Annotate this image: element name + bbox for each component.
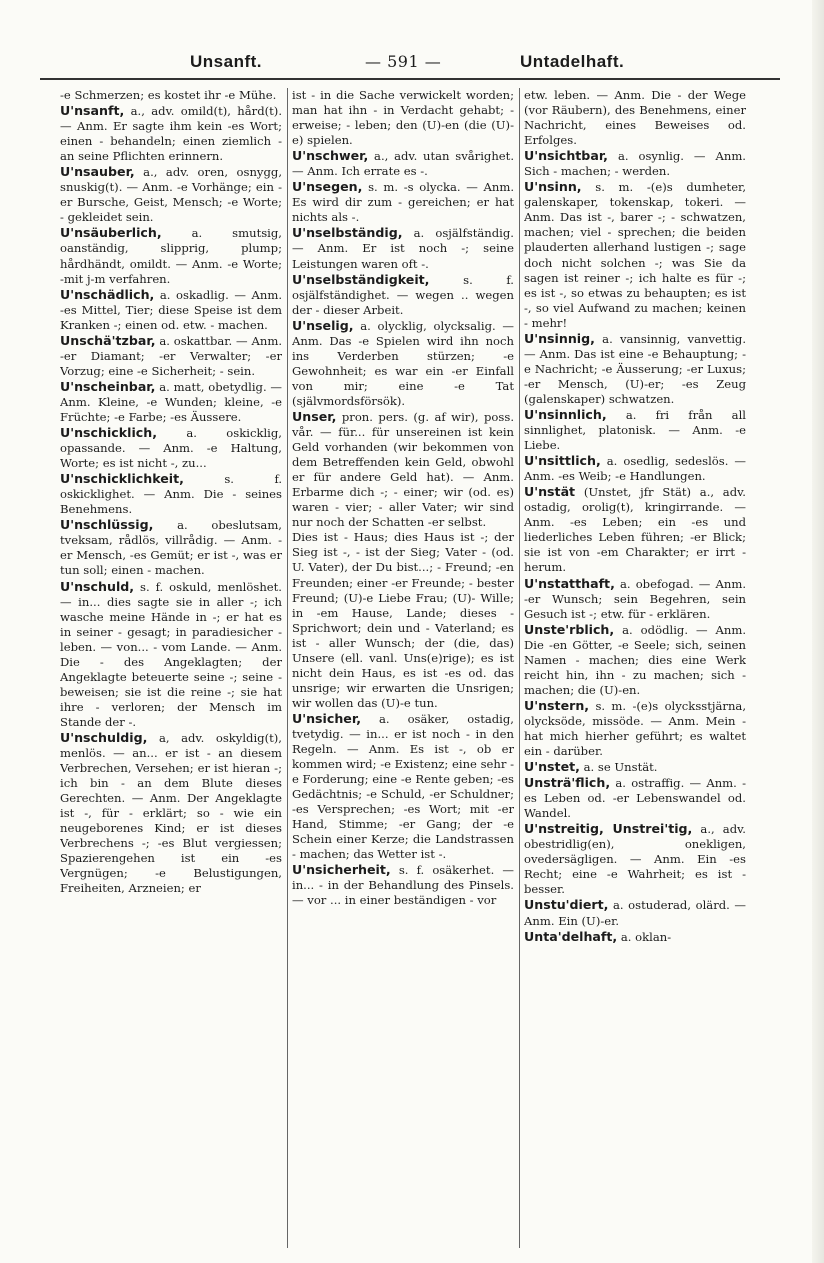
dictionary-entry — [524, 576, 746, 622]
entry-text: Dies ist - Haus; dies Haus ist -; der Sieg ist -, - ist der Sieg; Vater - (od. U. Vater), der Du bist...; - Freund; -en Freunden; einer -er Freunde; - bester Freund; (U)-e Liebe Frau; (U)- Wille; in -em Hause, Lande; dieses - Sprichwort; dein und - Vaterland; es ist - aller Wunsch; der (die, das) Unsere (ell. vanl. Uns(e)rige); es ist nicht dein Haus, es ist -es od. das unsrige; wir erwarten die Unsrigen; wir wollen das (U)-e tun. — [292, 530, 514, 710]
entry-text: -e Schmerzen; es kostet ihr -e Mühe. — [60, 88, 277, 102]
entry-headword: U'nsäuberlich, — [60, 225, 162, 241]
column-divider-1 — [287, 88, 288, 1248]
dictionary-entry — [524, 897, 746, 928]
entry-text: a. ostraffig. — Anm. -es Leben od. -er Lebenswandel od. Wandel. — [524, 776, 746, 821]
entry-headword: U'nstet, — [524, 759, 580, 775]
entry-headword: U'nsittlich, — [524, 453, 601, 469]
dictionary-entry — [524, 929, 746, 945]
entry-headword: Unta'delhaft, — [524, 928, 618, 944]
entry-headword: U'nsegen, — [292, 179, 363, 195]
entry-headword: U'nstät — [524, 484, 576, 500]
dictionary-entry — [524, 88, 746, 148]
entry-text: a. obeslutsam, tveksam, rådlös, villrådig. — Anm. -er Mensch, -es Gemüt; er ist -, was er tun soll; einen - machen. — [60, 518, 282, 578]
dictionary-entry — [524, 821, 746, 897]
entry-headword: Unsträ'flich, — [524, 775, 611, 791]
entry-headword: U'nschuldig, — [60, 729, 148, 745]
entry-text: pron. pers. (g. af wir), poss. vår. — für... für unsereinen ist kein Geld vorhanden (wir bekommen von dem Betreffenden kein Geld, obwohl er für andere Geld hat). — Anm. Erbarme dich -; - einer; wir (od. es) waren - vier; - aller Vater; wir sind nur noch der Schatten -er selbst. — [292, 409, 514, 530]
entry-text: s. m. -(e)s dumheter, galenskaper, tokenskap, tokeri. — Anm. Das ist -, barer -; - schwatzen, machen; viel - sprechen; die beiden plauderten allerhand lustigen -; sage doch nicht solchen -; was Sie da sagen ist reiner -; ich halte es für -; es ist -, so etwas zu behaupten; es ist -, so viel Aufwand zu machen; keinen - mehr! — [524, 180, 746, 330]
dictionary-entry — [60, 517, 282, 578]
dictionary-entry — [292, 530, 514, 711]
entry-text: s. f. oskicklighet. — Anm. Die - seines Benehmens. — [60, 472, 282, 517]
entry-text: a. odödlig. — Anm. Die -en Götter, -e Seele; sich, seinen Namen - machen; dies eine Werk reicht hin, ihn - zu machen; sich - machen; die (U)-en. — [524, 622, 746, 697]
entry-text: ist - in die Sache verwickelt worden; man hat ihn - in Verdacht gehabt; -erweise; - leben; den (U)-en (die (U)-e) spielen. — [292, 88, 514, 148]
entry-text: a. smutsig, oanständig, slipprig, plump; hårdhändt, omildt. — Anm. -e Worte; -mit j-m verfahren. — [60, 226, 282, 286]
entry-text: a., adv. oren, osnygg, snuskig(t). — Anm. -e Vorhänge; ein -er Bursche, Geist, Mensch; -e Worte; - gekleidet sein. — [60, 165, 282, 225]
dictionary-entry — [60, 164, 282, 225]
entry-text: a. matt, obetydlig. — Anm. Kleine, -e Wunden; kleine, -e Früchte; -e Farbe; -es Äussere. — [60, 379, 282, 424]
entry-text: a. ostuderad, olärd. — Anm. Ein (U)-er. — [524, 898, 746, 928]
dictionary-entry — [524, 407, 746, 453]
dictionary-entry — [524, 775, 746, 821]
dictionary-entry — [524, 759, 746, 775]
dictionary-entry — [292, 148, 514, 179]
entry-text: s. f. oskuld, menlöshet. — in... dies sagte sie in aller -; ich wasche meine Hände in -; er hat es in seiner - gesagt; in paradiesicher - leben. — von... - vom Lande. — Anm. Die - des Angeklagten; der Angeklagte beteuerte seine -; seine - beweisen; sie ist die reine -; sie hat ihre - verloren; der Mensch im Stande der -. — [60, 579, 282, 729]
dictionary-entry — [60, 471, 282, 517]
entry-headword: U'nschuld, — [60, 578, 135, 594]
entry-headword: Unschä'tzbar, — [60, 332, 156, 348]
dictionary-entry — [292, 318, 514, 409]
page-header — [40, 52, 780, 76]
dictionary-entry — [524, 698, 746, 759]
dictionary-entry — [60, 333, 282, 379]
dictionary-entry — [60, 730, 282, 897]
entry-headword: U'nsicher, — [292, 710, 361, 726]
dictionary-entry — [292, 862, 514, 908]
entry-headword: Unstu'diert, — [524, 897, 609, 913]
dictionary-entry — [524, 622, 746, 698]
entry-headword: U'nstatthaft, — [524, 575, 615, 591]
entry-headword: U'nschicklichkeit, — [60, 471, 184, 487]
entry-text: a. vansinnig, vanvettig. — Anm. Das ist eine -e Behauptung; -e Nachricht; -e Äusserung; -er Luxus; -er Mensch, (U)-er; -es Zeug (galenskaper) schwatzen. — [524, 331, 746, 406]
dictionary-entry — [292, 409, 514, 530]
column-2 — [292, 88, 514, 1248]
dictionary-entry — [60, 425, 282, 471]
dictionary-entry — [292, 88, 514, 148]
entry-headword: U'nstern, — [524, 697, 590, 713]
entry-text: a. osynlig. — Anm. Sich - machen; - werden. — [524, 149, 746, 179]
entry-headword: U'nsinnig, — [524, 330, 595, 346]
entry-headword: U'nscheinbar, — [60, 378, 156, 394]
entry-text: a. osedlig, sedeslös. — Anm. -es Weib; -e Handlungen. — [524, 454, 746, 484]
entry-text: a. oklan- — [620, 929, 672, 944]
dictionary-entry — [292, 225, 514, 271]
entry-text: a. olycklig, olycksalig. — Anm. Das -e Spielen wird ihn noch ins Verderben stürzen; -e Gewohnheit; es war ein -er Einfall von mir; eine -e Tat (självmordsförsök). — [292, 318, 514, 408]
entry-headword: U'nsanft, — [60, 103, 125, 119]
entry-text: a. obefogad. — Anm. -er Wunsch; sein Begehren, sein Gesuch ist -; etw. für - erklären. — [524, 576, 746, 621]
header-rule — [40, 78, 780, 80]
entry-headword: U'nschlüssig, — [60, 517, 154, 533]
header-right-catchword: Untadelhaft. — [520, 52, 625, 71]
dictionary-entry — [292, 272, 514, 318]
entry-text: a., adv. omild(t), hård(t). — Anm. Er sagte ihm kein -es Wort; einen - behandeln; einen ziemlich - an seine Pflichten erinnern. — [60, 104, 282, 164]
dictionary-entry — [60, 379, 282, 425]
entry-headword: U'nsauber, — [60, 164, 135, 180]
dictionary-entry — [524, 484, 746, 575]
dictionary-entry — [60, 579, 282, 730]
entry-headword: Unser, — [292, 408, 337, 424]
entry-headword: U'nselig, — [292, 317, 354, 333]
entry-text: etw. leben. — Anm. Die - der Wege (vor Räubern), des Benehmens, einer Nachricht, eines Beweises od. Erfolges. — [524, 88, 746, 148]
dictionary-entry — [292, 179, 514, 225]
column-1 — [60, 88, 282, 1248]
dictionary-entry — [60, 225, 282, 286]
dictionary-entry — [524, 179, 746, 330]
entry-text: a. oskadlig. — Anm. -es Mittel, Tier; diese Speise ist dem Kranken -; einen od. etw. - machen. — [60, 287, 282, 332]
entry-text: a, adv. oskyldig(t), menlös. — an... er ist - an diesem Verbrechen, Versehen; er ist hieran -; ich bin - an dem Blute dieses Gerechten. — Anm. Der Angeklagte ist -, für - erklärt; so - wie ein neugeborenes Kind; er ist dieses Verbrechens -; -es Blut vergiessen; Spazierengehen ist ein -es Vergnügen; -e Belustigungen, Freiheiten, Arzneien; er — [60, 730, 282, 896]
dictionary-entry — [524, 148, 746, 179]
entry-text: a. se Unstät. — [583, 760, 658, 775]
entry-headword: U'nsinn, — [524, 179, 582, 195]
dictionary-entry — [60, 88, 282, 103]
entry-text: (Unstet, jfr Stät) a., adv. ostadig, orolig(t), kringirrande. — Anm. -es Leben; ein -es und liederliches Leben führen; -er Blick; sie ist von -em Charakter; er irrt - herum. — [524, 485, 746, 575]
entry-text: a. oskicklig, opassande. — Anm. -e Haltung, Worte; es ist nicht -, zu... — [60, 426, 282, 471]
entry-headword: U'nsichtbar, — [524, 148, 608, 164]
dictionary-entry — [524, 453, 746, 484]
dictionary-entry — [524, 331, 746, 407]
entry-text: s. m. -s olycka. — Anm. Es wird dir zum - gereichen; er hat nichts als -. — [292, 180, 514, 225]
entry-headword: U'nschwer, — [292, 148, 369, 164]
entry-headword: U'nschädlich, — [60, 286, 155, 302]
entry-text: a. osäker, ostadig, tvetydig. — in... er ist noch - in den Regeln. — Anm. Es ist -, ob er kommen wird; -e Existenz; eine sehr -e Forderung; eine -e Rente geben; -es Gedächtnis; -e Schuld, -er Schuldner; -es Versprechen; -es Wort; mit -er Hand, Stimme; -er Gang; der -e Schein einer Kerze; die Landstrassen - machen; das Wetter ist -. — [292, 711, 514, 862]
dictionary-entry — [60, 287, 282, 333]
entry-text: a. oskattbar. — Anm. -er Diamant; -er Verwalter; -er Vorzug; eine -e Sicherheit; - sein. — [60, 333, 282, 378]
dictionary-entry — [60, 103, 282, 164]
entry-headword: Unste'rblich, — [524, 621, 615, 637]
entry-text: a. osjälfständig. — Anm. Er ist noch -; seine Leistungen waren oft -. — [292, 226, 514, 271]
entry-headword: U'nstreitig, Unstrei'tig, — [524, 821, 693, 837]
entry-text: s. f. osäkerhet. — in... - in der Behandlung des Pinsels. — vor ... in einer beständigen - vor — [292, 863, 514, 908]
header-left-catchword: Unsanft. — [190, 52, 262, 71]
entry-text: s. f. osjälfständighet. — wegen .. wegen der - dieser Arbeit. — [292, 272, 514, 317]
entry-headword: U'nselbständig, — [292, 225, 403, 241]
page-edge — [812, 0, 824, 1263]
entry-headword: U'nsinnlich, — [524, 406, 607, 422]
column-3 — [524, 88, 746, 1248]
page-number: — 591 — — [365, 52, 442, 71]
dictionary-entry — [292, 711, 514, 862]
entry-headword: U'nsicherheit, — [292, 862, 391, 878]
entry-text: a., adv. obestridlig(en), onekligen, ovedersägligen. — Anm. Ein -es Recht; eine -e Wahrheit; es ist - besser. — [524, 822, 746, 897]
entry-text: a. fri från all sinnlighet, platonisk. — Anm. -e Liebe. — [524, 407, 746, 453]
entry-text: a., adv. utan svårighet. — Anm. Ich errate es -. — [292, 149, 514, 179]
entry-headword: U'nselbständigkeit, — [292, 271, 430, 287]
entry-headword: U'nschicklich, — [60, 425, 157, 441]
column-divider-2 — [519, 88, 520, 1248]
entry-text: s. m. -(e)s olycksstjärna, olycksöde, missöde. — Anm. Mein - hat mich hierher geführt; es waltet ein - darüber. — [524, 698, 746, 759]
